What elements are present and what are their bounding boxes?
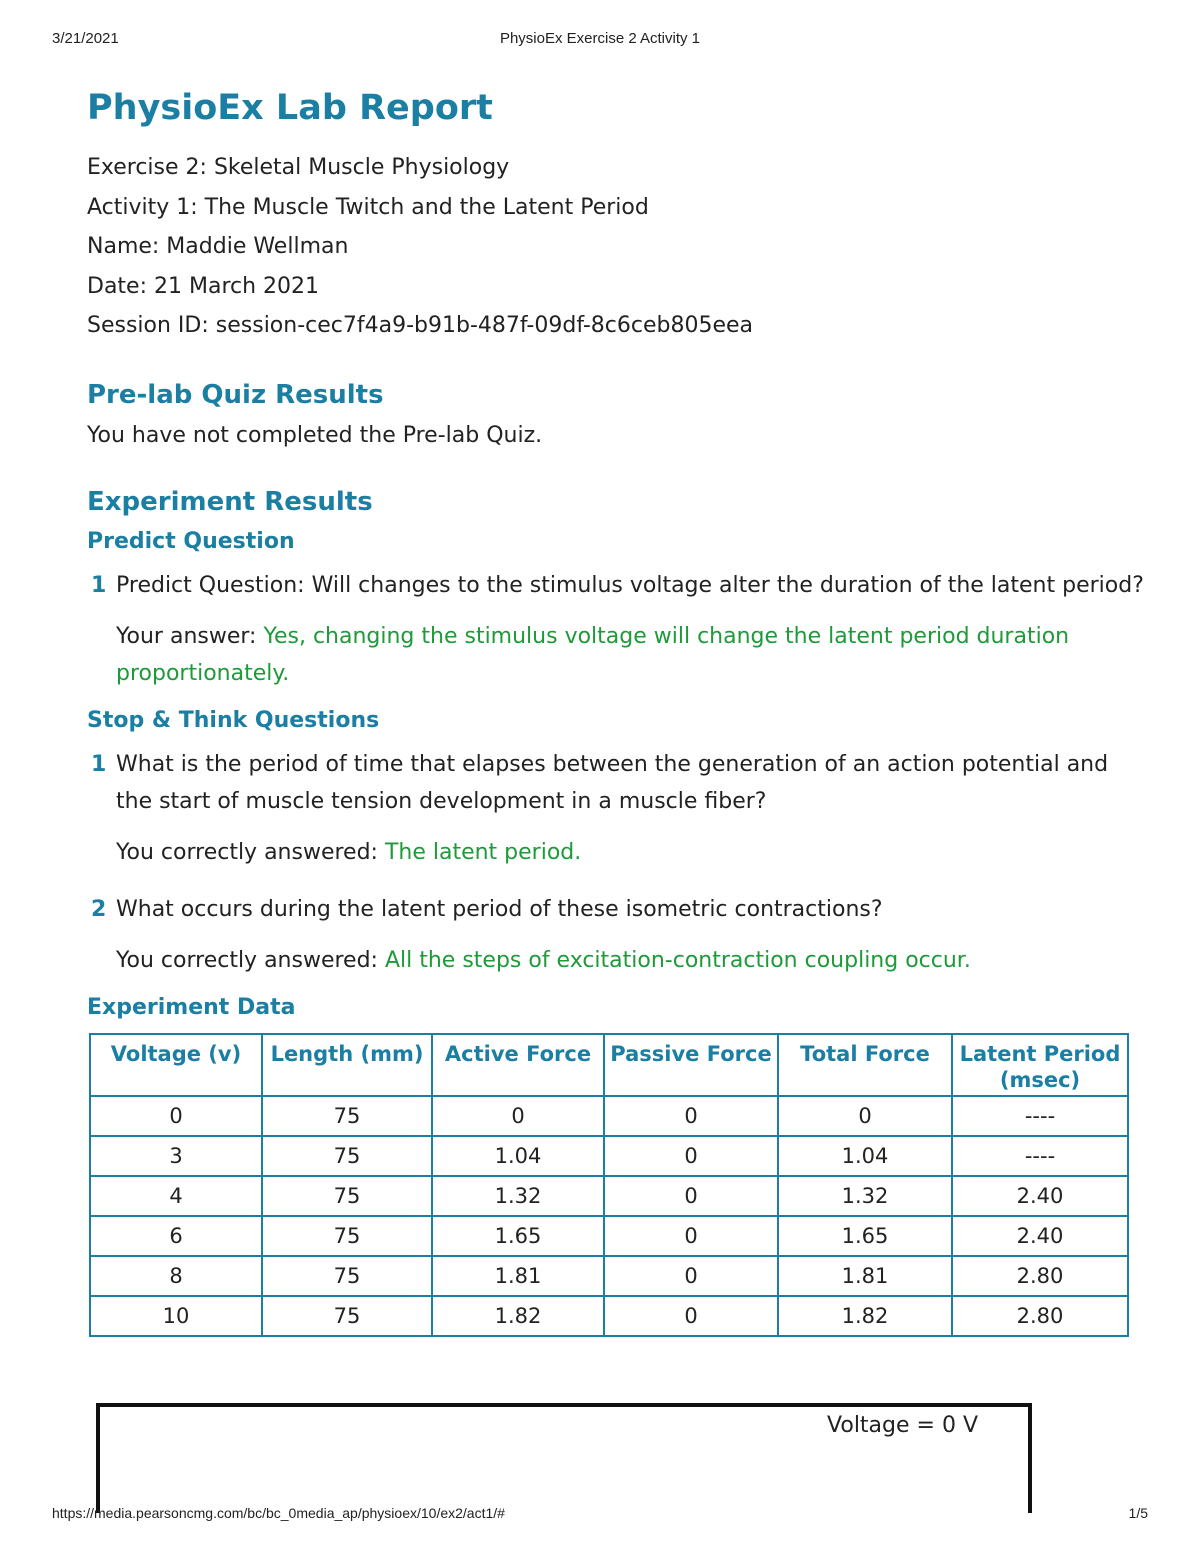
table-cell: 1.32 [432, 1176, 604, 1216]
stop-think-heading: Stop & Think Questions [87, 707, 380, 733]
table-cell: 2.80 [952, 1256, 1128, 1296]
table-cell: 6 [90, 1216, 262, 1256]
experiment-data-table [89, 1033, 1129, 1337]
table-cell: ---- [952, 1096, 1128, 1136]
column-header: Total Force [778, 1034, 952, 1096]
question-number: 1 [91, 572, 107, 598]
table-cell: 1.65 [778, 1216, 952, 1256]
print-header [52, 30, 1148, 50]
answer-text: All the steps of excitation-contraction coupling occur. [384, 947, 971, 973]
table-cell: 75 [262, 1096, 432, 1136]
stop-think-question-2 [87, 891, 1147, 928]
table-cell: 75 [262, 1136, 432, 1176]
question-text: Predict Question: Will changes to the stimulus voltage alter the duration of the latent period? [116, 572, 1144, 598]
answer-label: You correctly answered: [116, 947, 385, 973]
page-url: https://media.pearsoncmg.com/bc/bc_0media_ap/physioex/10/ex2/act1/# [52, 1505, 505, 1521]
question-text: What occurs during the latent period of these isometric contractions? [116, 896, 883, 922]
table-cell: 0 [90, 1096, 262, 1136]
answer-label: Your answer: [116, 623, 264, 649]
table-row [90, 1136, 1128, 1176]
exercise-line: Exercise 2: Skeletal Muscle Physiology [87, 155, 510, 180]
table-cell: 4 [90, 1176, 262, 1216]
voltage-label: Voltage = 0 V [827, 1413, 978, 1438]
table-cell: 0 [604, 1256, 778, 1296]
activity-line: Activity 1: The Muscle Twitch and the Latent Period [87, 194, 649, 220]
predict-question [87, 567, 1147, 604]
report-date: Date: 21 March 2021 [87, 273, 320, 299]
table-row [90, 1256, 1128, 1296]
question-number: 1 [91, 751, 107, 777]
column-header: Active Force [432, 1034, 604, 1096]
answer-label: You correctly answered: [116, 839, 385, 865]
experiment-heading: Experiment Results [87, 486, 373, 517]
table-row [90, 1216, 1128, 1256]
table-row [90, 1096, 1128, 1136]
table-cell: 0 [604, 1296, 778, 1336]
print-title: PhysioEx Exercise 2 Activity 1 [499, 30, 701, 47]
table-cell: 0 [778, 1096, 952, 1136]
table-cell: 75 [262, 1216, 432, 1256]
print-date: 3/21/2021 [52, 30, 119, 47]
stop-think-answer-2 [87, 942, 1147, 979]
predict-heading: Predict Question [87, 528, 295, 554]
table-cell: 1.32 [778, 1176, 952, 1216]
student-name: Name: Maddie Wellman [87, 234, 349, 259]
table-cell: 1.65 [432, 1216, 604, 1256]
stop-think-answer-1 [87, 834, 1147, 871]
table-cell: 0 [604, 1216, 778, 1256]
column-header: Voltage (v) [90, 1034, 262, 1096]
question-number: 2 [91, 896, 107, 922]
answer-text: Yes, changing the stimulus voltage will change the latent period duration proportionately. [116, 623, 1070, 686]
page-number: 1/5 [1128, 1505, 1148, 1521]
table-cell: 75 [262, 1176, 432, 1216]
table-cell: 3 [90, 1136, 262, 1176]
table-cell: 75 [262, 1296, 432, 1336]
answer-text: The latent period. [384, 839, 582, 865]
column-header: Length (mm) [262, 1034, 432, 1096]
table-cell: 10 [90, 1296, 262, 1336]
table-cell: 1.04 [432, 1136, 604, 1176]
session-id: Session ID: session-cec7f4a9-b91b-487f-09df-8c6ceb805eea [87, 313, 754, 338]
column-header: Latent Period (msec) [952, 1034, 1128, 1096]
twitch-graph-frame [96, 1403, 1032, 1513]
column-header: Passive Force [604, 1034, 778, 1096]
predict-answer [87, 618, 1147, 692]
table-cell: 0 [604, 1096, 778, 1136]
table-cell: 0 [432, 1096, 604, 1136]
table-cell: 1.82 [432, 1296, 604, 1336]
lab-report [87, 84, 1147, 1337]
print-footer [52, 1505, 1148, 1525]
table-header-row [90, 1034, 1128, 1096]
table-row [90, 1296, 1128, 1336]
prelab-heading: Pre-lab Quiz Results [87, 379, 384, 410]
table-cell: ---- [952, 1136, 1128, 1176]
prelab-text: You have not completed the Pre-lab Quiz. [87, 422, 543, 448]
stop-think-question-1 [87, 746, 1147, 820]
experiment-data-heading: Experiment Data [87, 994, 296, 1020]
table-cell: 2.40 [952, 1216, 1128, 1256]
question-text: What is the period of time that elapses between the generation of an action potential and the start of muscle tension development in a muscle fiber? [116, 751, 1109, 814]
table-cell: 0 [604, 1136, 778, 1176]
table-cell: 8 [90, 1256, 262, 1296]
table-cell: 1.81 [432, 1256, 604, 1296]
table-cell: 0 [604, 1176, 778, 1216]
table-cell: 2.80 [952, 1296, 1128, 1336]
table-cell: 1.82 [778, 1296, 952, 1336]
table-cell: 1.81 [778, 1256, 952, 1296]
report-title: PhysioEx Lab Report [87, 88, 493, 128]
table-cell: 75 [262, 1256, 432, 1296]
report-meta [87, 148, 1147, 346]
table-row [90, 1176, 1128, 1216]
table-cell: 1.04 [778, 1136, 952, 1176]
table-cell: 2.40 [952, 1176, 1128, 1216]
